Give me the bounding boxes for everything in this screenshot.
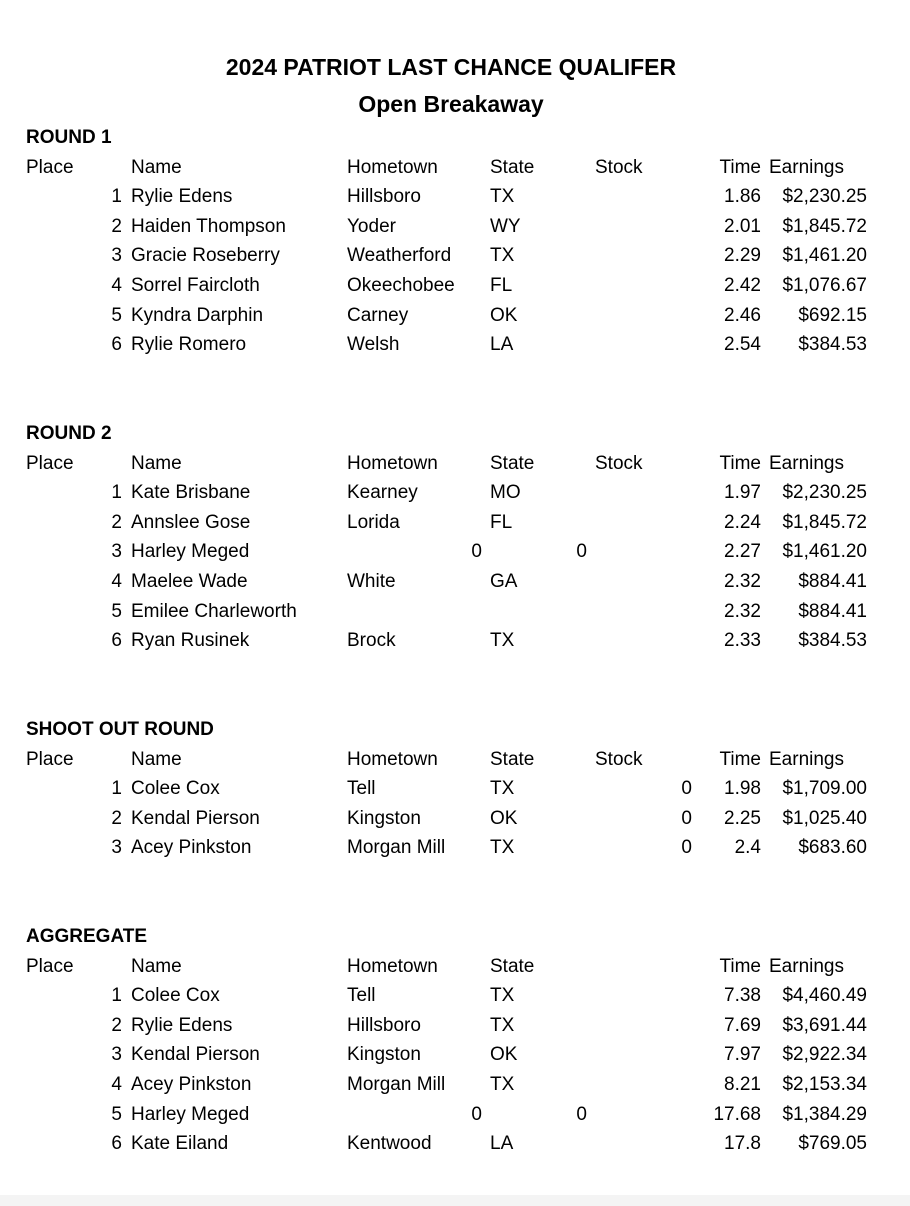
time-cell: 2.4 — [734, 837, 761, 859]
place-header: Place — [26, 452, 74, 474]
hometown-cell: Kentwood — [347, 1133, 432, 1155]
stock-header: Stock — [595, 156, 643, 178]
hometown-cell: Brock — [347, 630, 396, 652]
hometown-cell: Kearney — [347, 482, 418, 504]
earnings-cell: $1,461.20 — [782, 541, 867, 563]
hometown-cell: Hillsboro — [347, 186, 421, 208]
time-header: Time — [719, 748, 761, 770]
earnings-cell: $2,153.34 — [782, 1074, 867, 1095]
hometown-cell: Yoder — [347, 215, 396, 237]
table-row — [0, 301, 910, 331]
place-cell: 3 — [111, 837, 122, 859]
hometown-cell: Morgan Mill — [347, 837, 446, 859]
time-cell: 1.86 — [724, 186, 761, 208]
earnings-header: Earnings — [769, 156, 844, 178]
name-cell: Kendal Pierson — [131, 807, 260, 829]
header-row — [0, 745, 910, 775]
name-header: Name — [131, 452, 182, 474]
state-cell: WY — [490, 215, 521, 237]
place-cell: 1 — [111, 482, 122, 504]
page-bottom-edge — [0, 1195, 910, 1206]
name-cell: Annslee Gose — [131, 511, 251, 533]
table-row — [0, 212, 910, 242]
table-row — [0, 626, 910, 656]
state-header: State — [490, 748, 535, 770]
earnings-header: Earnings — [769, 452, 844, 474]
place-cell: 2 — [111, 807, 122, 829]
time-cell: 2.01 — [724, 215, 761, 237]
table-row — [0, 1040, 910, 1070]
state-cell: OK — [490, 304, 518, 326]
hometown-cell: Weatherford — [347, 245, 452, 267]
earnings-cell: $4,460.49 — [782, 985, 867, 1007]
state-cell: OK — [490, 807, 518, 829]
state-cell: TX — [490, 837, 515, 859]
earnings-cell: $683.60 — [798, 837, 867, 859]
state-cell: LA — [490, 1133, 514, 1155]
table-row — [0, 182, 910, 212]
table-row — [0, 804, 910, 834]
name-cell: Rylie Romero — [131, 334, 247, 356]
name-cell: Sorrel Faircloth — [131, 275, 260, 296]
state-cell: FL — [490, 275, 513, 296]
earnings-cell: $884.41 — [798, 600, 867, 622]
name-cell: Harley Meged — [131, 541, 250, 563]
state-cell: GA — [490, 571, 518, 592]
place-cell: 6 — [111, 334, 122, 356]
earnings-header: Earnings — [769, 955, 844, 977]
place-cell: 3 — [111, 541, 122, 563]
place-cell: 3 — [111, 245, 122, 267]
state-cell: 0 — [576, 541, 587, 563]
place-cell: 1 — [111, 186, 122, 208]
hometown-header: Hometown — [347, 452, 438, 474]
state-header: State — [490, 156, 535, 178]
name-cell: Kate Brisbane — [131, 482, 251, 504]
place-cell: 2 — [111, 1014, 122, 1036]
time-header: Time — [719, 452, 761, 474]
name-cell: Maelee Wade — [131, 571, 248, 592]
earnings-cell: $692.15 — [798, 304, 867, 326]
place-header: Place — [26, 748, 74, 770]
state-cell: 0 — [576, 1103, 587, 1125]
name-header: Name — [131, 748, 182, 770]
table-row — [0, 1100, 910, 1130]
table-row — [0, 478, 910, 508]
place-cell: 2 — [111, 215, 122, 237]
hometown-cell: 0 — [471, 541, 482, 563]
hometown-cell: Lorida — [347, 511, 400, 533]
name-cell: Ryan Rusinek — [131, 630, 250, 652]
place-cell: 5 — [111, 304, 122, 326]
earnings-cell: $1,384.29 — [782, 1103, 867, 1125]
place-cell: 6 — [111, 1133, 122, 1155]
page-subtitle: Open Breakaway — [358, 91, 544, 117]
hometown-cell: White — [347, 571, 396, 592]
place-header: Place — [26, 955, 74, 977]
state-cell: MO — [490, 482, 521, 504]
earnings-cell: $769.05 — [798, 1133, 867, 1155]
name-cell: Colee Cox — [131, 985, 220, 1007]
earnings-cell: $1,076.67 — [782, 275, 867, 296]
earnings-cell: $884.41 — [798, 571, 867, 592]
name-cell: Gracie Roseberry — [131, 245, 280, 267]
time-header: Time — [719, 156, 761, 178]
place-cell: 4 — [111, 571, 122, 592]
time-cell: 7.69 — [724, 1014, 761, 1036]
hometown-cell: Tell — [347, 985, 376, 1007]
place-cell: 4 — [111, 1074, 122, 1095]
header-row — [0, 153, 910, 183]
table-row — [0, 981, 910, 1011]
state-cell: TX — [490, 245, 515, 267]
hometown-cell: Tell — [347, 778, 376, 800]
earnings-cell: $384.53 — [798, 334, 867, 356]
name-cell: Harley Meged — [131, 1103, 250, 1125]
earnings-cell: $1,025.40 — [782, 807, 867, 829]
state-cell: TX — [490, 1074, 515, 1095]
table-row — [0, 833, 910, 863]
table-row — [0, 271, 910, 301]
stock-cell: 0 — [681, 778, 692, 800]
state-cell: TX — [490, 778, 515, 800]
state-cell: LA — [490, 334, 514, 356]
time-cell: 2.24 — [724, 511, 761, 533]
name-cell: Kate Eiland — [131, 1133, 229, 1155]
earnings-cell: $1,709.00 — [782, 778, 867, 800]
earnings-cell: $1,845.72 — [782, 511, 867, 533]
time-cell: 2.32 — [724, 600, 761, 622]
table-row — [0, 1011, 910, 1041]
time-cell: 2.42 — [724, 275, 761, 296]
place-cell: 1 — [111, 778, 122, 800]
place-cell: 5 — [111, 600, 122, 622]
header-row — [0, 449, 910, 479]
section-title: ROUND 2 — [26, 423, 112, 444]
hometown-cell: Carney — [347, 304, 409, 326]
table-row — [0, 567, 910, 597]
hometown-cell: Welsh — [347, 334, 400, 356]
state-header: State — [490, 955, 535, 977]
state-header: State — [490, 452, 535, 474]
earnings-cell: $2,922.34 — [782, 1044, 867, 1066]
name-cell: Kyndra Darphin — [131, 304, 264, 326]
earnings-cell: $3,691.44 — [782, 1014, 867, 1036]
name-cell: Rylie Edens — [131, 1014, 233, 1036]
name-cell: Rylie Edens — [131, 186, 233, 208]
header-row — [0, 952, 910, 982]
table-row — [0, 241, 910, 271]
hometown-cell: 0 — [471, 1103, 482, 1125]
stock-cell: 0 — [681, 837, 692, 859]
name-cell: Acey Pinkston — [131, 837, 252, 859]
name-cell: Acey Pinkston — [131, 1074, 252, 1095]
state-cell: TX — [490, 1014, 515, 1036]
stock-cell: 0 — [681, 807, 692, 829]
state-cell: OK — [490, 1044, 518, 1066]
place-cell: 1 — [111, 985, 122, 1007]
name-cell: Haiden Thompson — [131, 215, 286, 237]
hometown-header: Hometown — [347, 955, 438, 977]
table-row — [0, 537, 910, 567]
stock-header: Stock — [595, 452, 643, 474]
time-cell: 2.54 — [724, 334, 761, 356]
hometown-cell: Kingston — [347, 1044, 421, 1066]
hometown-cell: Okeechobee — [347, 275, 455, 296]
place-cell: 3 — [111, 1044, 122, 1066]
hometown-cell: Kingston — [347, 807, 421, 829]
time-cell: 17.68 — [713, 1103, 761, 1125]
earnings-cell: $1,461.20 — [782, 245, 867, 267]
time-cell: 2.27 — [724, 541, 761, 563]
state-cell: TX — [490, 186, 515, 208]
hometown-header: Hometown — [347, 156, 438, 178]
earnings-cell: $384.53 — [798, 630, 867, 652]
time-header: Time — [719, 955, 761, 977]
state-cell: TX — [490, 630, 515, 652]
time-cell: 2.46 — [724, 304, 761, 326]
time-cell: 2.33 — [724, 630, 761, 652]
earnings-header: Earnings — [769, 748, 844, 770]
stock-header: Stock — [595, 748, 643, 770]
name-header: Name — [131, 955, 182, 977]
table-row — [0, 330, 910, 360]
section-title: ROUND 1 — [26, 127, 112, 148]
time-cell: 8.21 — [724, 1074, 761, 1095]
name-cell: Kendal Pierson — [131, 1044, 260, 1066]
state-cell: FL — [490, 511, 513, 533]
section-title: SHOOT OUT ROUND — [26, 719, 214, 740]
time-cell: 2.25 — [724, 807, 761, 829]
earnings-cell: $1,845.72 — [782, 215, 867, 237]
table-row — [0, 508, 910, 538]
place-cell: 4 — [111, 275, 122, 296]
table-row — [0, 597, 910, 627]
table-row — [0, 1070, 910, 1100]
time-cell: 2.32 — [724, 571, 761, 592]
time-cell: 1.97 — [724, 482, 761, 504]
place-cell: 5 — [111, 1103, 122, 1125]
table-row — [0, 1129, 910, 1159]
earnings-cell: $2,230.25 — [782, 482, 867, 504]
time-cell: 7.97 — [724, 1044, 761, 1066]
section-title: AGGREGATE — [26, 926, 148, 947]
time-cell: 1.98 — [724, 778, 761, 800]
name-cell: Colee Cox — [131, 778, 220, 800]
hometown-cell: Hillsboro — [347, 1014, 421, 1036]
name-cell: Emilee Charleworth — [131, 600, 297, 622]
place-cell: 6 — [111, 630, 122, 652]
table-row — [0, 774, 910, 804]
page-title: 2024 PATRIOT LAST CHANCE QUALIFER — [225, 54, 677, 80]
earnings-cell: $2,230.25 — [782, 186, 867, 208]
hometown-header: Hometown — [347, 748, 438, 770]
place-header: Place — [26, 156, 74, 178]
time-cell: 2.29 — [724, 245, 761, 267]
place-cell: 2 — [111, 511, 122, 533]
hometown-cell: Morgan Mill — [347, 1074, 446, 1095]
time-cell: 7.38 — [724, 985, 761, 1007]
state-cell: TX — [490, 985, 515, 1007]
time-cell: 17.8 — [724, 1133, 761, 1155]
name-header: Name — [131, 156, 182, 178]
